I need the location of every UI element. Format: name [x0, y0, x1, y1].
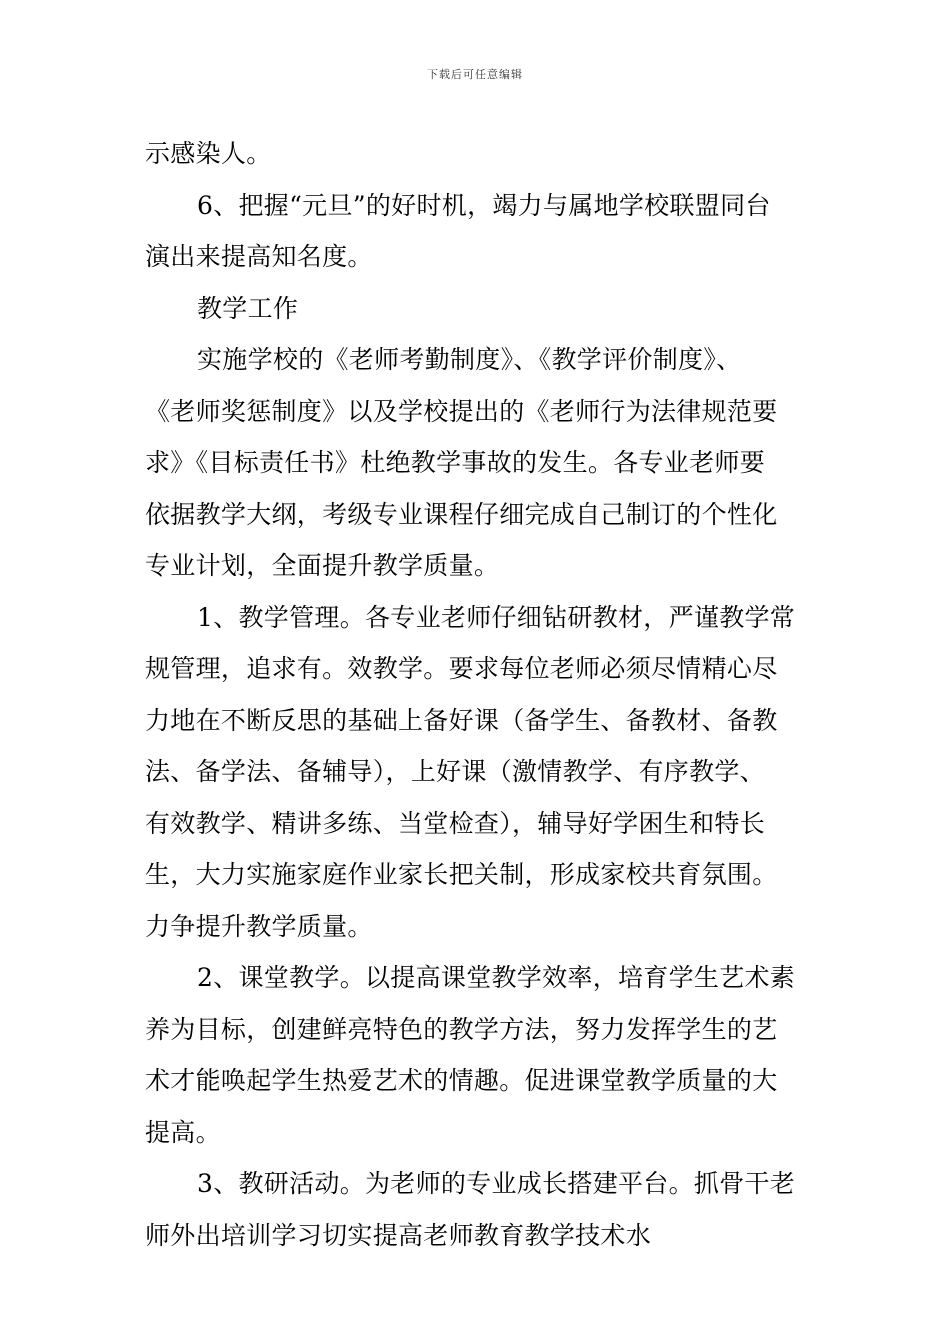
- text-line: 力争提升教学质量。: [145, 911, 373, 941]
- text-line: 演出来提高知名度。: [145, 242, 373, 271]
- text-line: 师外出培训学习切实提高老师教育教学技术水: [145, 1220, 652, 1250]
- text-line: 求》《目标责任书》杜绝教学事故的发生。各专业老师要: [145, 448, 766, 477]
- text-line: 规管理，追求有。效教学。要求每位老师必须尽情精心尽: [145, 654, 778, 683]
- text-line: 生，大力实施家庭作业家长把关制，形成家校共育氛围。: [145, 860, 778, 889]
- text-line: 专业计划，全面提升教学质量。: [145, 551, 500, 580]
- text-line: 依据教学大纲，考级专业课程仔细完成自己制订的个性化: [145, 499, 778, 529]
- text-line: 法、备学法、备辅导），上好课（激情教学、有序教学、: [145, 757, 766, 786]
- text-line: 1、教学管理。各专业老师仔细钻研教材，严谨教学常: [197, 602, 796, 632]
- text-line: 《老师奖惩制度》以及学校提出的《老师行为法律规范要: [145, 396, 778, 426]
- text-line: 2、课堂教学。以提高课堂教学效率，培育学生艺术素: [197, 963, 796, 992]
- text-line: 提高。: [145, 1117, 221, 1147]
- text-line: 3、教研活动。为老师的专业成长搭建平台。抓骨干老: [197, 1169, 796, 1198]
- section-heading: 教学工作: [197, 293, 299, 323]
- text-line: 有效教学、精讲多练、当堂检查），辅导好学困生和特长: [145, 808, 766, 838]
- text-line: 养为目标，创建鲜亮特色的教学方法，努力发挥学生的艺: [145, 1014, 778, 1044]
- text-line: 术才能唤起学生热爱艺术的情趣。促进课堂教学质量的大: [145, 1066, 778, 1095]
- page-header-note: 下载后可任意编辑: [427, 68, 523, 81]
- text-line: 力地在不断反思的基础上备好课（备学生、备教材、备教: [145, 705, 778, 735]
- text-line: 实施学校的《老师考勤制度》、《教学评价制度》、: [197, 345, 742, 374]
- text-line: 示感染人。: [145, 139, 272, 168]
- text-line: 6、把握“元旦”的好时机，竭力与属地学校联盟同台: [197, 190, 771, 220]
- body-text: [145, 128, 807, 1261]
